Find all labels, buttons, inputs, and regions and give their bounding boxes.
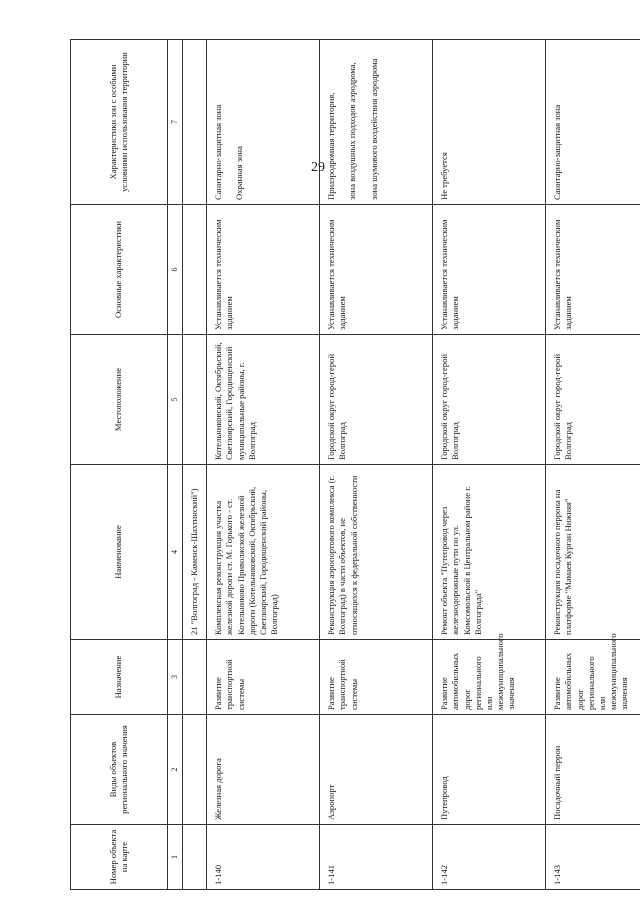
header-zones: Характеристики зон с особыми условиями использования территории bbox=[71, 40, 168, 205]
continuation-text: 21 "Волгоград - Каменск-Шахтинский") bbox=[183, 465, 207, 640]
object-number-cell: 1-141 bbox=[320, 825, 433, 890]
zone-item: Охранная зона bbox=[234, 146, 245, 200]
zones-cell bbox=[207, 40, 320, 205]
header-map-number: Номер объекта на карте bbox=[71, 825, 168, 890]
characteristics-cell: Устанавливается техническим заданием bbox=[546, 205, 640, 335]
characteristics-cell: Устанавливается техническим заданием bbox=[433, 205, 546, 335]
header-row bbox=[71, 40, 168, 890]
object-number-cell: 1-143 bbox=[546, 825, 640, 890]
location-cell: Котельниковский, Октябрьский, Светлоярский, Городищенский муниципальные районы, г. Волгоград bbox=[207, 335, 320, 465]
purpose-cell: Развитие транспортной системы bbox=[320, 640, 433, 715]
object-name-cell: Ремонт объекта "Путепровод через железнодорожные пути по ул. Комсомольской в Центральном районе г. Волгограда" bbox=[433, 465, 546, 640]
purpose-cell: Развитие автомобильных дорог регионального или межмуниципального значения bbox=[433, 640, 546, 715]
column-number-row bbox=[168, 40, 183, 890]
zones-cell bbox=[433, 40, 546, 205]
object-name-cell: Комплексная реконструкция участка железной дороги ст. М. Горького - ст. Котельниково Приволжской железной дороги (Котельниковский, Октябрьский, Светлоярский, Городищенский районы, Волгоград) bbox=[207, 465, 320, 640]
zone-item: Санитарно-защитная зона bbox=[552, 104, 563, 200]
col-number: 3 bbox=[168, 640, 183, 715]
zone-item: Санитарно-защитная зона bbox=[213, 104, 224, 200]
continuation-row bbox=[183, 40, 207, 890]
table-row bbox=[433, 40, 546, 890]
col-number: 5 bbox=[168, 335, 183, 465]
object-type-cell: Путепровод bbox=[433, 715, 546, 825]
page-number: 29 bbox=[311, 160, 325, 175]
object-name-cell: Реконструкция посадочного перрона на платформе "Мамаев Курган Нижняя" bbox=[546, 465, 640, 640]
table-row bbox=[546, 40, 640, 890]
header-purpose: Назначение bbox=[71, 640, 168, 715]
zones-cell bbox=[320, 40, 433, 205]
purpose-cell: Развитие транспортной системы bbox=[207, 640, 320, 715]
objects-table bbox=[70, 39, 640, 890]
header-name: Наименование bbox=[71, 465, 168, 640]
zone-item: зона воздушных подходов аэродрома, bbox=[347, 62, 358, 200]
col-number: 6 bbox=[168, 205, 183, 335]
location-cell: Городской округ город-герой Волгоград bbox=[433, 335, 546, 465]
object-type-cell: Железная дорога bbox=[207, 715, 320, 825]
purpose-cell: Развитие автомобильных дорог регионального или межмуниципального значения bbox=[546, 640, 640, 715]
zones-cell bbox=[546, 40, 640, 205]
object-number-cell: 1-140 bbox=[207, 825, 320, 890]
col-number: 7 bbox=[168, 40, 183, 205]
object-type-cell: Посадочный перрон bbox=[546, 715, 640, 825]
zone-item: Не требуется bbox=[439, 152, 450, 200]
zone-item: Приаэродромная территория, bbox=[326, 92, 337, 200]
col-number: 2 bbox=[168, 715, 183, 825]
characteristics-cell: Устанавливается техническим заданием bbox=[207, 205, 320, 335]
location-cell: Городской округ город-герой Волгоград bbox=[320, 335, 433, 465]
table-row bbox=[207, 40, 320, 890]
object-type-cell: Аэропорт bbox=[320, 715, 433, 825]
object-name-cell: Реконструкция аэропортового комплекса (г. Волгоград) в части объектов, не относящихся к федеральной собственности bbox=[320, 465, 433, 640]
col-number: 1 bbox=[168, 825, 183, 890]
header-location: Местоположение bbox=[71, 335, 168, 465]
zone-item: зона шумового воздействия аэродрома bbox=[368, 58, 379, 200]
table-container bbox=[70, 40, 630, 890]
characteristics-cell: Устанавливается техническим заданием bbox=[320, 205, 433, 335]
table-row bbox=[320, 40, 433, 890]
header-object-type: Виды объектов регионального значения bbox=[71, 715, 168, 825]
location-cell: Городской округ город-герой Волгоград bbox=[546, 335, 640, 465]
col-number: 4 bbox=[168, 465, 183, 640]
object-number-cell: 1-142 bbox=[433, 825, 546, 890]
header-characteristics: Основные характеристики bbox=[71, 205, 168, 335]
